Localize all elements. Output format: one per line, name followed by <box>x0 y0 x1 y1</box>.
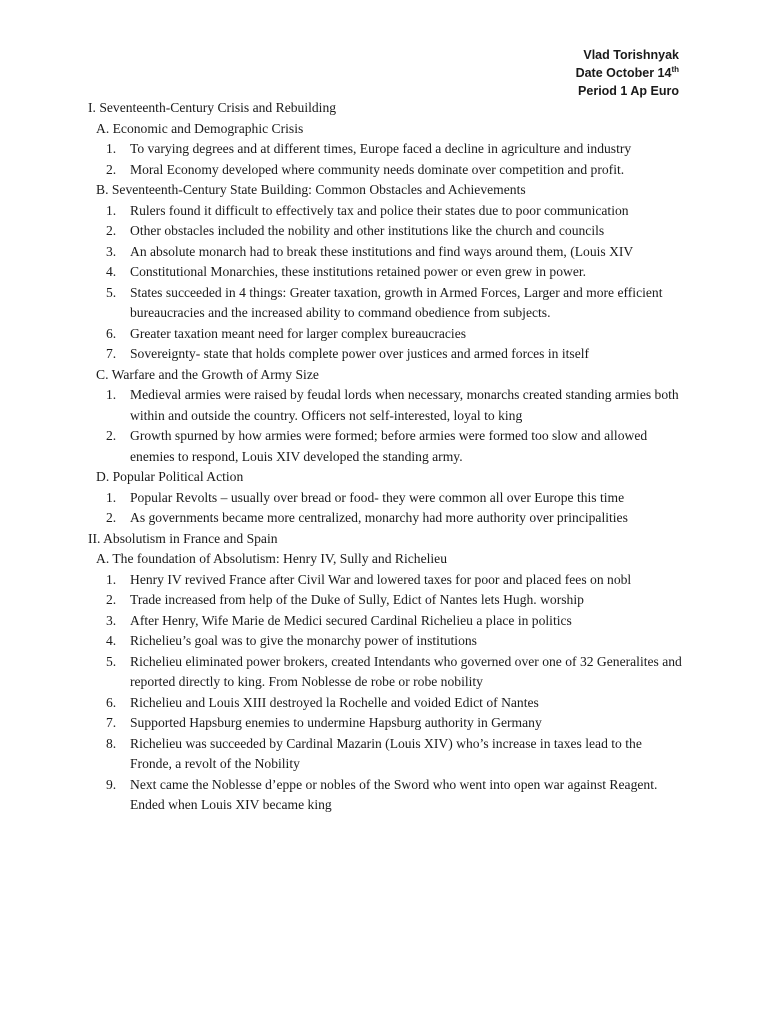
list-item-number: 2. <box>106 510 117 525</box>
list-item <box>88 139 688 160</box>
outline-notes <box>88 98 688 816</box>
list-item-number: 2. <box>106 223 117 238</box>
list-item <box>88 734 688 775</box>
date-text: Date October 14 <box>575 66 672 80</box>
list-item-text: Medieval armies were raised by feudal lords when necessary, monarchs created standing armies both within and outside the country. Officers not self-interested, loyal to king <box>130 387 679 423</box>
list-item-text: To varying degrees and at different times, Europe faced a decline in agriculture and industry <box>130 141 632 156</box>
list-item-text: Henry IV revived France after Civil War and lowered taxes for poor and placed fees on nobl <box>130 571 632 587</box>
list-item <box>88 611 688 632</box>
list-item-number: 6. <box>106 325 117 341</box>
subsection-heading: D. Popular Political Action <box>96 469 244 484</box>
list-item-number: 3. <box>106 612 117 628</box>
list-item-text: States succeeded in 4 things: Greater taxation, growth in Armed Forces, Larger and more efficient bureaucracies and the increased ability to command obedience from subjects. <box>130 284 663 320</box>
class-period: Period 1 Ap Euro <box>578 84 679 98</box>
list-item-number: 2. <box>106 592 117 607</box>
list-item-number: 9. <box>106 776 117 792</box>
list-item <box>88 324 688 345</box>
list-item-text: Richelieu’s goal was to give the monarchy power of institutions <box>130 633 477 648</box>
subsection-heading: A. Economic and Demographic Crisis <box>96 120 304 136</box>
list-item-number: 6. <box>106 694 117 710</box>
student-name: Vlad Torishnyak <box>583 48 679 62</box>
list-item <box>88 713 688 734</box>
list-item-number: 4. <box>106 633 117 648</box>
list-item-text: Rulers found it difficult to effectively tax and police their states due to poor communication <box>130 202 629 218</box>
list-item-number: 1. <box>106 141 117 156</box>
outline-section <box>88 98 688 529</box>
list-item-text: After Henry, Wife Marie de Medici secured Cardinal Richelieu a place in politics <box>130 612 572 628</box>
list-item <box>88 262 688 283</box>
list-item-number: 5. <box>106 284 117 300</box>
assignment-date <box>576 64 679 82</box>
list-item-number: 1. <box>106 387 117 402</box>
list-item-number: 1. <box>106 571 117 587</box>
section-heading: I. Seventeenth-Century Crisis and Rebuilding <box>88 100 337 115</box>
list-item-text: An absolute monarch had to break these institutions and find ways around them, (Louis XIV <box>130 243 634 259</box>
list-item <box>88 242 688 263</box>
list-item-number: 5. <box>106 653 117 669</box>
list-item-text: Richelieu was succeeded by Cardinal Mazarin (Louis XIV) who’s increase in taxes lead to the Fronde, a revolt of the Nobility <box>130 735 642 771</box>
list-item-number: 1. <box>106 489 117 505</box>
list-item <box>88 590 688 611</box>
list-item-text: Richelieu and Louis XIII destroyed la Rochelle and voided Edict of Nantes <box>130 694 539 710</box>
list-item <box>88 652 688 693</box>
outline-section <box>88 529 688 816</box>
list-item <box>88 385 688 426</box>
section-heading: II. Absolutism in France and Spain <box>88 530 278 546</box>
subsection-heading: A. The foundation of Absolutism: Henry IV, Sully and Richelieu <box>96 551 448 566</box>
list-item-text: Other obstacles included the nobility and other institutions like the church and councils <box>130 223 605 238</box>
date-ordinal-suffix: th <box>671 65 679 74</box>
list-item-number: 7. <box>106 346 117 361</box>
list-item-text: Trade increased from help of the Duke of Sully, Edict of Nantes lets Hugh. worship <box>130 592 584 607</box>
list-item-number: 4. <box>106 264 117 279</box>
list-item <box>88 631 688 652</box>
list-item-text: Popular Revolts – usually over bread or food- they were common all over Europe this time <box>130 489 625 505</box>
list-item-text: Constitutional Monarchies, these institutions retained power or even grew in power. <box>130 264 587 279</box>
list-item <box>88 201 688 222</box>
list-item-text: Greater taxation meant need for larger complex bureaucracies <box>130 325 467 341</box>
list-item-text: Growth spurned by how armies were formed; before armies were formed too slow and allowed enemies to respond, Louis XIV developed the standing army. <box>130 428 648 464</box>
list-item <box>88 488 688 509</box>
list-item <box>88 283 688 324</box>
list-item <box>88 570 688 591</box>
student-header <box>576 46 679 100</box>
list-item-number: 3. <box>106 243 117 259</box>
list-item <box>88 344 688 365</box>
list-item-text: Richelieu eliminated power brokers, created Intendants who governed over one of 32 Generalites and reported directly to king. From Noblesse de robe or robe nobility <box>130 653 682 689</box>
list-item-text: Sovereignty- state that holds complete power over justices and armed forces in itself <box>130 346 590 361</box>
list-item-number: 2. <box>106 161 117 177</box>
list-item <box>88 426 688 467</box>
list-item <box>88 693 688 714</box>
list-item-text: Supported Hapsburg enemies to undermine Hapsburg authority in Germany <box>130 715 542 730</box>
list-item <box>88 160 688 181</box>
list-item-number: 8. <box>106 735 117 751</box>
list-item-text: As governments became more centralized, monarchy had more authority over principalities <box>130 510 628 525</box>
subsection-heading: C. Warfare and the Growth of Army Size <box>96 366 319 382</box>
list-item-number: 2. <box>106 428 117 443</box>
subsection-heading: B. Seventeenth-Century State Building: Common Obstacles and Achievements <box>96 182 526 197</box>
list-item-number: 1. <box>106 202 117 218</box>
list-item <box>88 508 688 529</box>
list-item <box>88 221 688 242</box>
list-item-text: Moral Economy developed where community needs dominate over competition and profit. <box>130 161 625 177</box>
list-item <box>88 775 688 816</box>
list-item-number: 7. <box>106 715 117 730</box>
list-item-text: Next came the Noblesse d’eppe or nobles of the Sword who went into open war against Reagent. Ended when Louis XIV became king <box>130 776 658 812</box>
